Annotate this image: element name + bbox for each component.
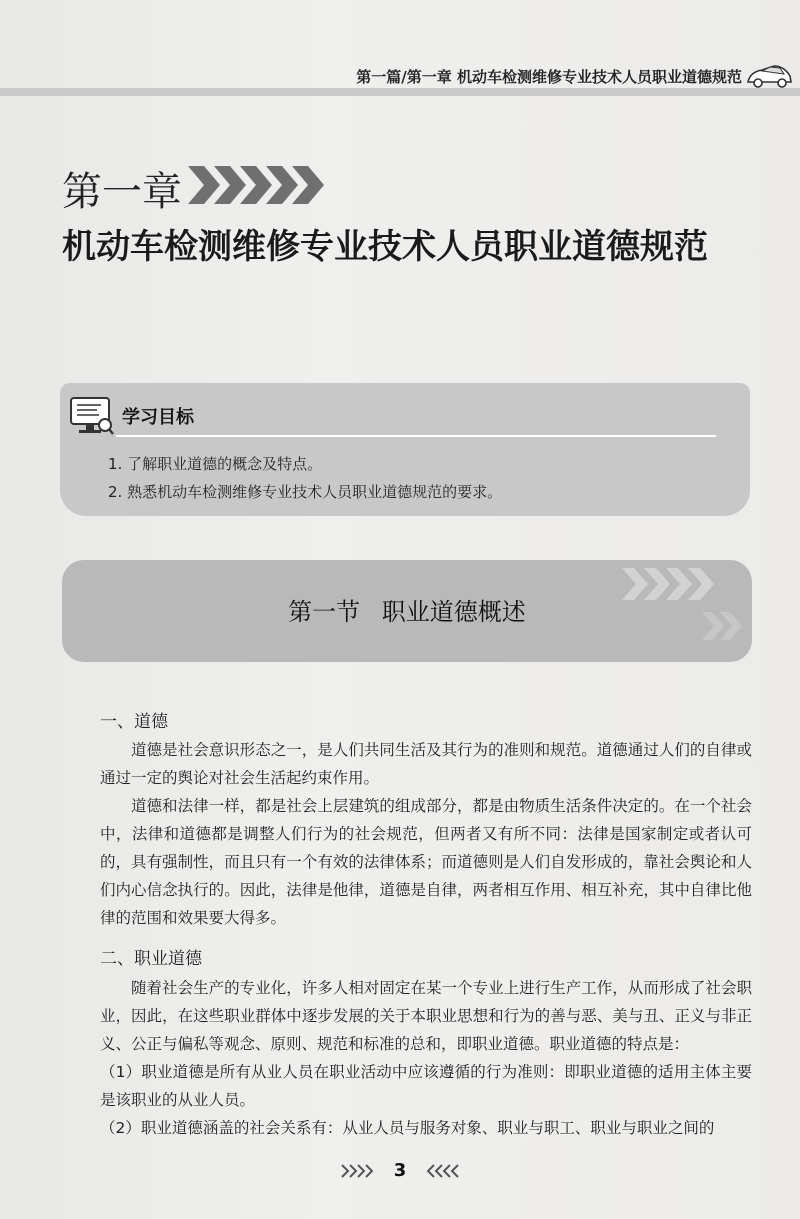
objectives-header <box>60 407 720 433</box>
monitor-icon <box>68 395 114 437</box>
header-band <box>0 88 800 96</box>
objectives-divider <box>116 435 716 437</box>
heading-morality: 一、道德 <box>100 712 168 732</box>
paragraph: 道德是社会意识形态之一，是人们共同生活及其行为的准则和规范。道德通过人们的自律或通过一定的舆论对社会生活起约束作用。 <box>100 741 752 787</box>
heading-professional-ethics: 二、职业道德 <box>100 949 202 969</box>
chapter-label: 第一章 <box>62 169 182 215</box>
chapter-title: 机动车检测维修专业技术人员职业道德规范 <box>62 227 708 267</box>
car-icon <box>744 60 794 90</box>
chevron-decoration-icon <box>180 160 330 210</box>
section-title: 第一节 职业道德概述 <box>288 598 526 626</box>
paragraph: 随着社会生产的专业化，许多人相对固定在某一个专业上进行生产工作，从而形成了社会职业，因此，在这些职业群体中逐步发展的关于本职业思想和行为的善与恶、美与丑、正义与非正义、公正与偏私等观念、原则、规范和标准的总和，即职业道德。职业道德的特点是： <box>100 979 752 1053</box>
objective-item: 1. 了解职业道德的概念及特点。 <box>108 455 323 473</box>
paragraph: 道德和法律一样，都是社会上层建筑的组成部分，都是由物质生活条件决定的。在一个社会中，法律和道德都是调整人们行为的社会规范，但两者又有所不同：法律是国家制定或者认可的，具有强制性，而且只有一个有效的法律体系；而道德则是人们自发形成的，靠社会舆论和人们内心信念执行的。因此，法律是他律，道德是自律，两者相互作用、相互补充，其中自律比他律的范围和效果要大得多。 <box>100 797 752 927</box>
objective-item: 2. 熟悉机动车检测维修专业技术人员职业道德规范的要求。 <box>108 483 503 501</box>
page-number-area <box>340 1160 460 1186</box>
objectives-title: 学习目标 <box>122 407 194 428</box>
paragraph: （1）职业道德是所有从业人员在职业活动中应该遵循的行为准则：即职业道德的适用主体主要是该职业的从业人员。 <box>100 1063 752 1109</box>
section-banner <box>62 560 752 662</box>
learning-objectives-box <box>60 383 750 516</box>
chevron-left-decoration-icon <box>420 1163 460 1179</box>
paragraph: （2）职业道德涵盖的社会关系有：从业人员与服务对象、职业与职工、职业与职业之间的 <box>100 1119 715 1137</box>
running-header-text: 第一篇/第一章 机动车检测维修专业技术人员职业道德规范 <box>356 68 742 86</box>
page-number: 3 <box>393 1160 407 1181</box>
running-header <box>0 66 800 102</box>
